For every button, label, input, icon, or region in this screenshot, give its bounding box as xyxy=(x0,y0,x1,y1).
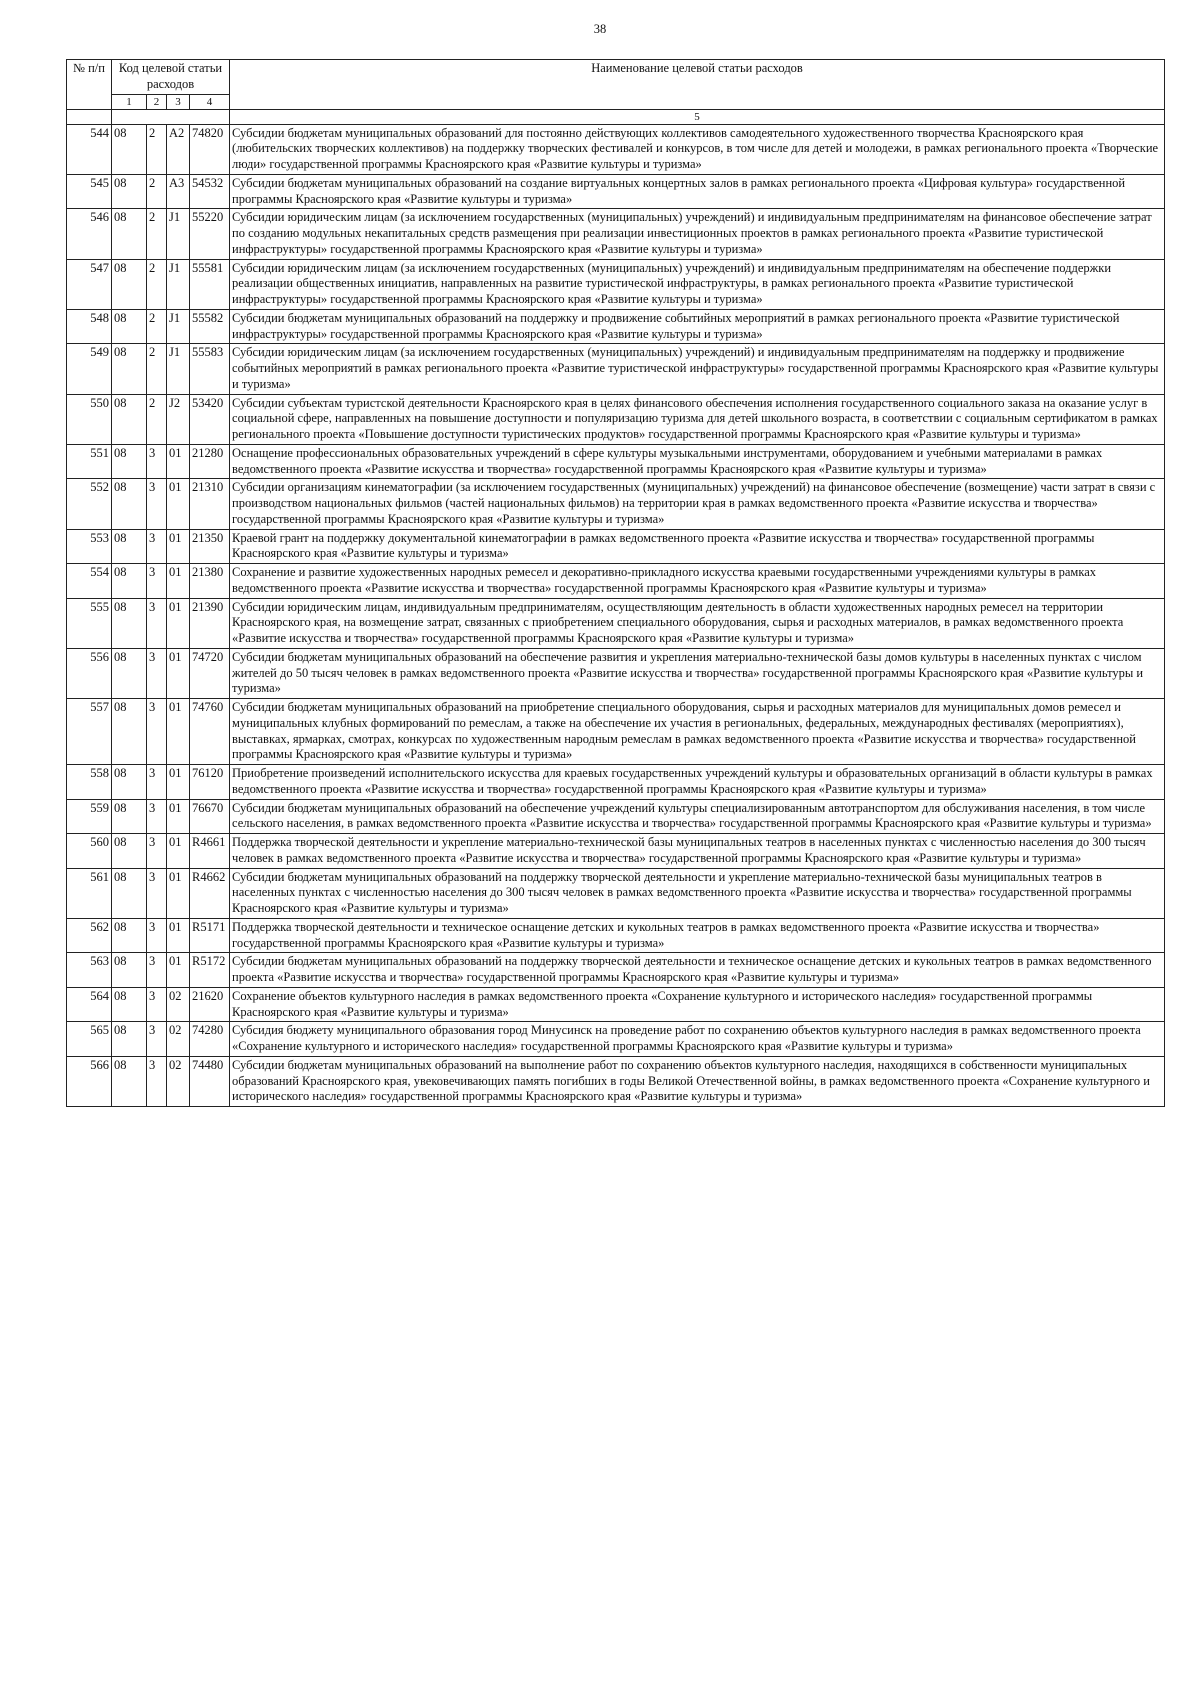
code-program-cell: 3 xyxy=(147,987,167,1022)
table-row xyxy=(67,648,1165,698)
table-row xyxy=(67,309,1165,344)
code-program-cell: 3 xyxy=(147,529,167,564)
row-number-cell: 552 xyxy=(67,479,112,529)
row-number-cell: 559 xyxy=(67,799,112,834)
code-program-cell: 2 xyxy=(147,344,167,394)
code-project-cell: 01 xyxy=(167,529,190,564)
target-name-cell: Субсидии бюджетам муниципальных образований на приобретение специального оборудования, сырья и расходных материалов для муниципальных домов ремесел и муниципальных клубных формирований по ремеслам, а также на обеспечение их участия в региональных, федеральных, международных фестивалях (мероприятиях), выставках, ярмарках, смотрах, конкурсах по художественным народным ремеслам в рамках ведомственного проекта «Развитие искусства и творчества» государственной программы Красноярского края «Развитие культуры и туризма» xyxy=(230,699,1165,765)
code-program-cell: 3 xyxy=(147,799,167,834)
code-program-cell: 3 xyxy=(147,868,167,918)
header-code-part-2: 2 xyxy=(147,94,167,109)
table-row xyxy=(67,394,1165,444)
code-project-cell: J1 xyxy=(167,209,190,259)
row-number-cell: 564 xyxy=(67,987,112,1022)
target-name-cell: Сохранение объектов культурного наследия в рамках ведомственного проекта «Сохранение культурного и исторического наследия» государственной программы Красноярского края «Развитие культуры и туризма» xyxy=(230,987,1165,1022)
code-project-cell: 01 xyxy=(167,699,190,765)
target-name-cell: Субсидии субъектам туристской деятельности Красноярского края в целях финансового обеспечения исполнения государственного социального заказа на оказание услуг в социальной сфере, направленных на повышение доступности и популяризацию туризма для детей школьного возраста, в соответствии с социальным сертификатом в рамках регионального проекта «Повышение доступности туристических продуктов» государственной программы Красноярского края «Развитие культуры и туризма» xyxy=(230,394,1165,444)
header-target-code: Код целевой статьи расходов xyxy=(112,60,230,95)
code-project-cell: 01 xyxy=(167,479,190,529)
code-direction-cell: 21280 xyxy=(190,444,230,479)
table-row xyxy=(67,765,1165,800)
table-row xyxy=(67,1056,1165,1106)
header-code-part-3: 3 xyxy=(167,94,190,109)
table-row xyxy=(67,953,1165,988)
code-direction-cell: 21380 xyxy=(190,564,230,599)
code-project-cell: 01 xyxy=(167,834,190,869)
code-program-cell: 2 xyxy=(147,174,167,209)
row-number-cell: 553 xyxy=(67,529,112,564)
code-direction-cell: 76670 xyxy=(190,799,230,834)
code-project-cell: 01 xyxy=(167,648,190,698)
table-row xyxy=(67,124,1165,174)
table-row xyxy=(67,834,1165,869)
row-number-cell: 562 xyxy=(67,918,112,953)
code-section-cell: 08 xyxy=(112,124,147,174)
code-section-cell: 08 xyxy=(112,918,147,953)
row-number-cell: 554 xyxy=(67,564,112,599)
row-number-cell: 549 xyxy=(67,344,112,394)
code-project-cell: 01 xyxy=(167,799,190,834)
code-project-cell: 02 xyxy=(167,1056,190,1106)
target-name-cell: Сохранение и развитие художественных народных ремесел и декоративно-прикладного искусства краевыми государственными учреждениями культуры в рамках ведомственного проекта «Развитие искусства и творчества» государственной программы Красноярского края «Развитие культуры и туризма» xyxy=(230,564,1165,599)
code-project-cell: A2 xyxy=(167,124,190,174)
code-section-cell: 08 xyxy=(112,868,147,918)
code-program-cell: 3 xyxy=(147,699,167,765)
header-row-number: № п/п xyxy=(67,60,112,110)
code-section-cell: 08 xyxy=(112,209,147,259)
table-row xyxy=(67,259,1165,309)
row-number-cell: 546 xyxy=(67,209,112,259)
code-project-cell: 01 xyxy=(167,444,190,479)
code-section-cell: 08 xyxy=(112,699,147,765)
code-project-cell: A3 xyxy=(167,174,190,209)
code-program-cell: 2 xyxy=(147,309,167,344)
code-program-cell: 3 xyxy=(147,564,167,599)
code-direction-cell: 53420 xyxy=(190,394,230,444)
code-program-cell: 3 xyxy=(147,479,167,529)
code-program-cell: 2 xyxy=(147,259,167,309)
code-direction-cell: 55581 xyxy=(190,259,230,309)
budget-classification-table xyxy=(66,59,1165,1107)
code-section-cell: 08 xyxy=(112,479,147,529)
code-program-cell: 3 xyxy=(147,1022,167,1057)
row-number-cell: 547 xyxy=(67,259,112,309)
code-program-cell: 2 xyxy=(147,394,167,444)
row-number-cell: 556 xyxy=(67,648,112,698)
table-row xyxy=(67,209,1165,259)
row-number-cell: 563 xyxy=(67,953,112,988)
code-direction-cell: 55220 xyxy=(190,209,230,259)
table-row xyxy=(67,987,1165,1022)
code-section-cell: 08 xyxy=(112,394,147,444)
target-name-cell: Субсидии бюджетам муниципальных образований для постоянно действующих коллективов самодеятельного художественного творчества Красноярского края (любительских творческих коллективов) на поддержку творческих фестивалей и конкурсов, в том числе для детей и молодежи, в рамках регионального проекта «Творческие люди» государственной программы Красноярского края «Развитие культуры и туризма» xyxy=(230,124,1165,174)
row-number-cell: 545 xyxy=(67,174,112,209)
code-direction-cell: 21350 xyxy=(190,529,230,564)
row-number-cell: 555 xyxy=(67,598,112,648)
target-name-cell: Субсидия бюджету муниципального образования город Минусинск на проведение работ по сохранению объектов культурного наследия в рамках ведомственного проекта «Сохранение культурного и исторического наследия» государственной программы Красноярского края «Развитие культуры и туризма» xyxy=(230,1022,1165,1057)
code-section-cell: 08 xyxy=(112,953,147,988)
code-project-cell: 01 xyxy=(167,953,190,988)
target-name-cell: Субсидии юридическим лицам (за исключением государственных (муниципальных) учреждений) и индивидуальным предпринимателям на поддержку и продвижение событийных мероприятий в рамках регионального проекта «Развитие туристической инфраструктуры» государственной программы Красноярского края «Развитие культуры и туризма» xyxy=(230,344,1165,394)
code-program-cell: 3 xyxy=(147,598,167,648)
table-row xyxy=(67,479,1165,529)
code-direction-cell: 74760 xyxy=(190,699,230,765)
header-number-row-spacer xyxy=(112,109,230,124)
code-direction-cell: 21310 xyxy=(190,479,230,529)
target-name-cell: Поддержка творческой деятельности и укрепление материально-технической базы муниципальных театров в населенных пунктах с численностью населения до 300 тысяч человек в рамках ведомственного проекта «Развитие искусства и творчества» государственной программы Красноярского края «Развитие культуры и туризма» xyxy=(230,834,1165,869)
row-number-cell: 566 xyxy=(67,1056,112,1106)
code-program-cell: 3 xyxy=(147,918,167,953)
code-direction-cell: 74820 xyxy=(190,124,230,174)
table-row xyxy=(67,1022,1165,1057)
table-row xyxy=(67,529,1165,564)
code-project-cell: J1 xyxy=(167,344,190,394)
code-direction-cell: 55583 xyxy=(190,344,230,394)
target-name-cell: Субсидии организациям кинематографии (за исключением государственных (муниципальных) учреждений) на финансовое обеспечение (возмещение) части затрат в связи с производством национальных фильмов (частей национальных фильмов) на территории края в рамках ведомственного проекта «Развитие искусства и творчества» государственной программы Красноярского края «Развитие культуры и туризма» xyxy=(230,479,1165,529)
code-direction-cell: 21620 xyxy=(190,987,230,1022)
row-number-cell: 558 xyxy=(67,765,112,800)
target-name-cell: Поддержка творческой деятельности и техническое оснащение детских и кукольных театров в рамках ведомственного проекта «Развитие искусства и творчества» государственной программы Красноярского края «Развитие культуры и туризма» xyxy=(230,918,1165,953)
code-direction-cell: 74480 xyxy=(190,1056,230,1106)
code-section-cell: 08 xyxy=(112,648,147,698)
target-name-cell: Субсидии бюджетам муниципальных образований на создание виртуальных концертных залов в рамках регионального проекта «Цифровая культура» государственной программы Красноярского края «Развитие культуры и туризма» xyxy=(230,174,1165,209)
header-code-part-1: 1 xyxy=(112,94,147,109)
row-number-cell: 560 xyxy=(67,834,112,869)
code-direction-cell: 74280 xyxy=(190,1022,230,1057)
code-direction-cell: R4662 xyxy=(190,868,230,918)
row-number-cell: 550 xyxy=(67,394,112,444)
target-name-cell: Краевой грант на поддержку документальной кинематографии в рамках ведомственного проекта «Развитие искусства и творчества» государственной программы Красноярского края «Развитие культуры и туризма» xyxy=(230,529,1165,564)
table-row xyxy=(67,918,1165,953)
code-direction-cell: R5172 xyxy=(190,953,230,988)
code-section-cell: 08 xyxy=(112,529,147,564)
code-section-cell: 08 xyxy=(112,174,147,209)
header-target-name: Наименование целевой статьи расходов xyxy=(230,60,1165,110)
code-project-cell: J1 xyxy=(167,259,190,309)
code-project-cell: 01 xyxy=(167,918,190,953)
table-row xyxy=(67,868,1165,918)
table-row xyxy=(67,598,1165,648)
code-project-cell: 01 xyxy=(167,598,190,648)
code-program-cell: 2 xyxy=(147,124,167,174)
code-section-cell: 08 xyxy=(112,259,147,309)
code-project-cell: 02 xyxy=(167,1022,190,1057)
code-direction-cell: 76120 xyxy=(190,765,230,800)
code-direction-cell: R4661 xyxy=(190,834,230,869)
table-body xyxy=(67,124,1165,1107)
code-project-cell: 01 xyxy=(167,868,190,918)
target-name-cell: Субсидии бюджетам муниципальных образований на обеспечение развития и укрепления материально-технической базы домов культуры в населенных пунктах с числом жителей до 50 тысяч человек в рамках ведомственного проекта «Развитие искусства и творчества» государственной программы Красноярского края «Развитие культуры и туризма» xyxy=(230,648,1165,698)
code-section-cell: 08 xyxy=(112,834,147,869)
header-code-part-4: 4 xyxy=(190,94,230,109)
code-program-cell: 3 xyxy=(147,953,167,988)
row-number-cell: 551 xyxy=(67,444,112,479)
target-name-cell: Субсидии бюджетам муниципальных образований на обеспечение учреждений культуры специализированным автотранспортом для обслуживания населения, в том числе сельского населения, в рамках ведомственного проекта «Развитие искусства и творчества» государственной программы Красноярского края «Развитие культуры и туризма» xyxy=(230,799,1165,834)
code-section-cell: 08 xyxy=(112,344,147,394)
header-number-row-spacer xyxy=(67,109,112,124)
code-direction-cell: 74720 xyxy=(190,648,230,698)
row-number-cell: 548 xyxy=(67,309,112,344)
code-direction-cell: 21390 xyxy=(190,598,230,648)
table-row xyxy=(67,174,1165,209)
code-program-cell: 2 xyxy=(147,209,167,259)
code-section-cell: 08 xyxy=(112,564,147,599)
table-row xyxy=(67,344,1165,394)
code-section-cell: 08 xyxy=(112,444,147,479)
code-direction-cell: R5171 xyxy=(190,918,230,953)
code-section-cell: 08 xyxy=(112,799,147,834)
code-section-cell: 08 xyxy=(112,309,147,344)
row-number-cell: 557 xyxy=(67,699,112,765)
code-section-cell: 08 xyxy=(112,1022,147,1057)
code-direction-cell: 54532 xyxy=(190,174,230,209)
code-project-cell: 01 xyxy=(167,564,190,599)
row-number-cell: 544 xyxy=(67,124,112,174)
table-row xyxy=(67,564,1165,599)
page-number: 38 xyxy=(593,22,607,36)
code-program-cell: 3 xyxy=(147,1056,167,1106)
code-section-cell: 08 xyxy=(112,987,147,1022)
header-column-number-5: 5 xyxy=(230,109,1165,124)
target-name-cell: Субсидии бюджетам муниципальных образований на выполнение работ по сохранению объектов культурного наследия, находящихся в собственности муниципальных образований Красноярского края, увековечивающих память погибших в годы Великой Отечественной войны, в рамках ведомственного проекта «Сохранение культурного и исторического наследия» государственной программы Красноярского края «Развитие культуры и туризма» xyxy=(230,1056,1165,1106)
code-project-cell: 02 xyxy=(167,987,190,1022)
target-name-cell: Субсидии юридическим лицам (за исключением государственных (муниципальных) учреждений) и индивидуальным предпринимателям на финансовое обеспечение затрат по созданию модульных некапитальных средств размещения при реализации инвестиционных проектов в рамках регионального проекта «Развитие туристической инфраструктуры» государственной программы Красноярского края «Развитие культуры и туризма» xyxy=(230,209,1165,259)
table-row xyxy=(67,699,1165,765)
table-row xyxy=(67,444,1165,479)
code-section-cell: 08 xyxy=(112,1056,147,1106)
code-section-cell: 08 xyxy=(112,765,147,800)
code-program-cell: 3 xyxy=(147,648,167,698)
table-row xyxy=(67,799,1165,834)
code-program-cell: 3 xyxy=(147,834,167,869)
row-number-cell: 565 xyxy=(67,1022,112,1057)
target-name-cell: Субсидии юридическим лицам (за исключением государственных (муниципальных) учреждений) и индивидуальным предпринимателям на обеспечение поддержки реализации общественных инициатив, направленных на развитие туристической инфраструктуры, в рамках регионального проекта «Развитие туристической инфраструктуры» государственной программы Красноярского края «Развитие культуры и туризма» xyxy=(230,259,1165,309)
target-name-cell: Субсидии бюджетам муниципальных образований на поддержку творческой деятельности и техническое оснащение детских и кукольных театров в рамках ведомственного проекта «Развитие искусства и творчества» государственной программы Красноярского края «Развитие культуры и туризма» xyxy=(230,953,1165,988)
code-project-cell: J2 xyxy=(167,394,190,444)
target-name-cell: Оснащение профессиональных образовательных учреждений в сфере культуры музыкальными инструментами, оборудованием и учебными материалами в рамках ведомственного проекта «Развитие искусства и творчества» государственной программы Красноярского края «Развитие культуры и туризма» xyxy=(230,444,1165,479)
target-name-cell: Приобретение произведений исполнительского искусства для краевых государственных учреждений культуры и образовательных организаций в области культуры в рамках ведомственного проекта «Развитие искусства и творчества» государственной программы Красноярского края «Развитие культуры и туризма» xyxy=(230,765,1165,800)
target-name-cell: Субсидии бюджетам муниципальных образований на поддержку и продвижение событийных мероприятий в рамках регионального проекта «Развитие туристической инфраструктуры» государственной программы Красноярского края «Развитие культуры и туризма» xyxy=(230,309,1165,344)
code-project-cell: 01 xyxy=(167,765,190,800)
target-name-cell: Субсидии бюджетам муниципальных образований на поддержку творческой деятельности и укрепление материально-технической базы муниципальных театров в населенных пунктах с численностью населения до 300 тысяч человек в рамках ведомственного проекта «Развитие искусства и творчества» государственной программы Красноярского края «Развитие культуры и туризма» xyxy=(230,868,1165,918)
code-program-cell: 3 xyxy=(147,444,167,479)
code-project-cell: J1 xyxy=(167,309,190,344)
code-program-cell: 3 xyxy=(147,765,167,800)
code-section-cell: 08 xyxy=(112,598,147,648)
row-number-cell: 561 xyxy=(67,868,112,918)
code-direction-cell: 55582 xyxy=(190,309,230,344)
target-name-cell: Субсидии юридическим лицам, индивидуальным предпринимателям, осуществляющим деятельность в области художественных народных ремесел на территории Красноярского края, на возмещение затрат, связанных с приобретением специального оборудования, сырья и расходных материалов, в рамках ведомственного проекта «Развитие искусства и творчества» государственной программы Красноярского края «Развитие культуры и туризма» xyxy=(230,598,1165,648)
